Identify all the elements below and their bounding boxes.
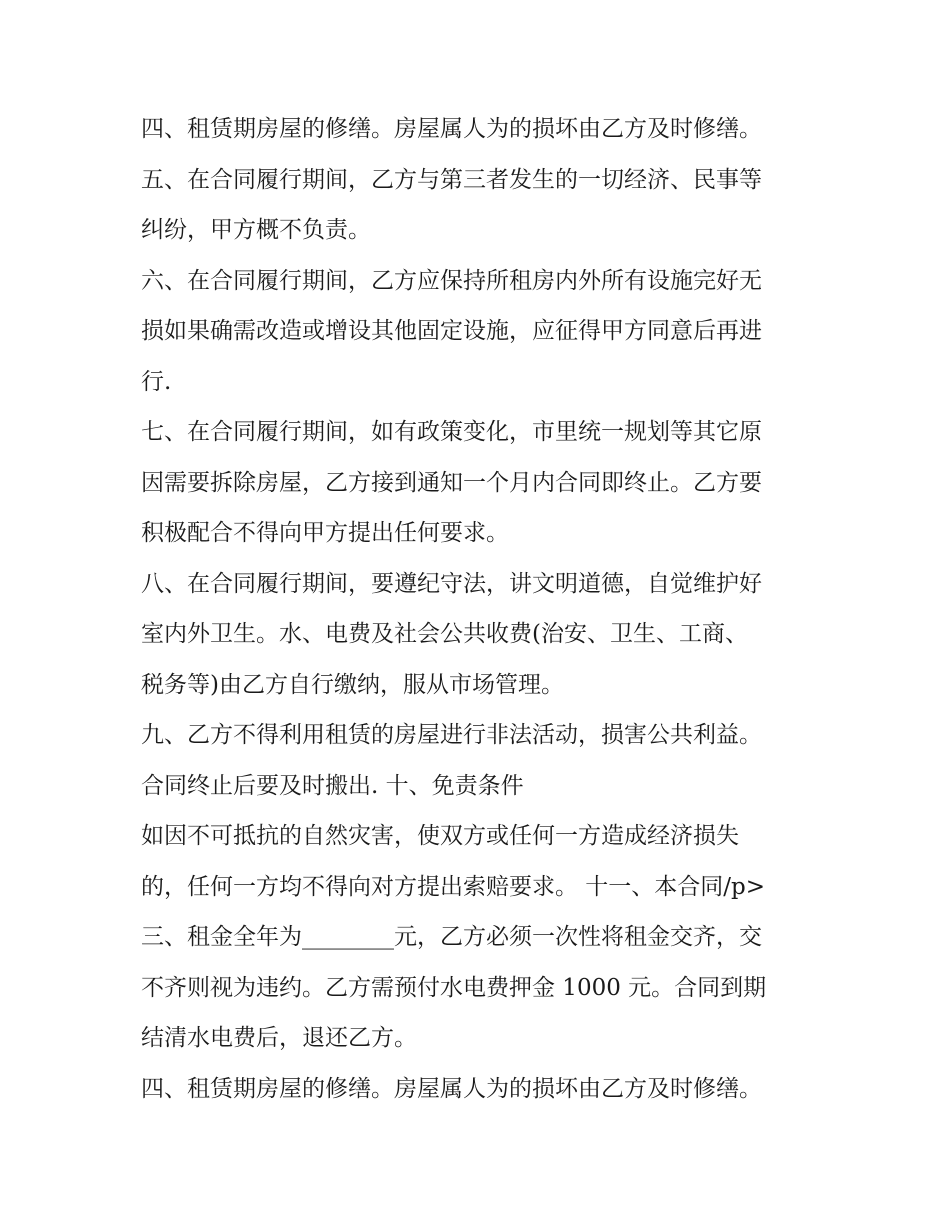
- text-line-15: 如因不可抵抗的自然灾害，使双方或任何一方造成经济损失: [141, 823, 739, 849]
- text-line-20: 四、租赁期房屋的修缮。房屋属人为的损坏由乙方及时修缮。: [141, 1075, 762, 1102]
- text-line-12: 税务等)由乙方自行缴纳，服从市场管理。: [141, 671, 564, 698]
- text-line-2: 五、在合同履行期间，乙方与第三者发生的一切经济、民事等: [141, 166, 762, 193]
- text-line-14: 合同终止后要及时搬出. 十、免责条件: [141, 772, 524, 799]
- document-body: [141, 104, 813, 1114]
- text-line-7: 七、在合同履行期间，如有政策变化，市里统一规划等其它原: [141, 419, 762, 445]
- text-line-9: 积极配合不得向甲方提出任何要求。: [141, 520, 509, 546]
- text-line-11: 室内外卫生。水、电费及社会公共收费(治安、卫生、工商、: [141, 621, 748, 647]
- text-line-8: 因需要拆除房屋，乙方接到通知一个月内合同即终止。乙方要: [141, 469, 762, 496]
- text-line-18: 不齐则视为违约。乙方需预付水电费押金 1000 元。合同到期: [141, 974, 767, 1001]
- text-line-6: 行.: [141, 368, 172, 395]
- text-line-3: 纠纷，甲方概不负责。: [141, 217, 371, 243]
- text-line-5: 损如果确需改造或增设其他固定设施，应征得甲方同意后再进: [141, 318, 762, 344]
- text-line-10: 八、在合同履行期间，要遵纪守法，讲文明道德，自觉维护好: [141, 570, 762, 597]
- text-line-13: 九、乙方不得利用租赁的房屋进行非法活动，损害公共利益。: [141, 722, 762, 748]
- text-line-1: 四、租赁期房屋的修缮。房屋属人为的损坏由乙方及时修缮。: [141, 116, 762, 142]
- text-line-17: 三、租金全年为________元，乙方必须一次性将租金交齐，交: [141, 924, 762, 950]
- text-line-4: 六、在合同履行期间，乙方应保持所租房内外所有设施完好无: [141, 267, 762, 294]
- text-line-19: 结清水电费后，退还乙方。: [141, 1025, 417, 1051]
- text-line-16: 的，任何一方均不得向对方提出索赔要求。 十一、本合同/p>: [141, 873, 766, 900]
